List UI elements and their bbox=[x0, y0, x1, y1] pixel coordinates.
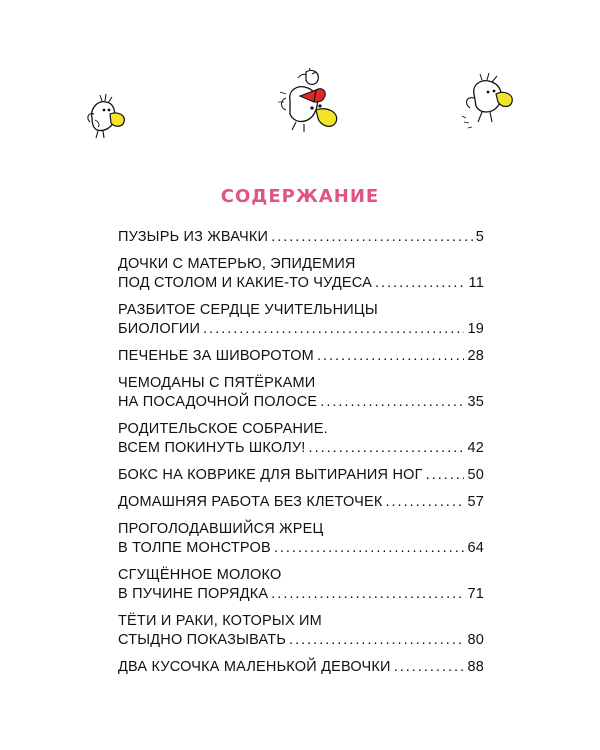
toc-entry-title-line: БИОЛОГИИ bbox=[118, 321, 201, 337]
table-of-contents bbox=[118, 228, 484, 685]
dot-leader bbox=[386, 493, 465, 512]
toc-entry-title-line: В ПУЧИНЕ ПОРЯДКА bbox=[118, 586, 269, 602]
toc-entry-title-line: ЧЕМОДАНЫ С ПЯТЁРКАМИ bbox=[118, 375, 316, 391]
bird-illustration-left bbox=[84, 92, 132, 140]
toc-page-number: 42 bbox=[467, 440, 484, 456]
toc-entry-row bbox=[118, 466, 484, 485]
toc-entry[interactable] bbox=[118, 420, 484, 458]
toc-entry-row bbox=[118, 585, 484, 604]
dot-leader bbox=[289, 631, 464, 650]
toc-entry[interactable] bbox=[118, 493, 484, 512]
toc-page-number: 71 bbox=[467, 586, 484, 602]
toc-entry-title-line: ПОД СТОЛОМ И КАКИЕ-ТО ЧУДЕСА bbox=[118, 275, 373, 291]
toc-entry-row bbox=[118, 320, 484, 339]
toc-entry-title-line: РАЗБИТОЕ СЕРДЦЕ УЧИТЕЛЬНИЦЫ bbox=[118, 302, 378, 318]
toc-entry-row bbox=[118, 393, 484, 412]
dot-leader bbox=[320, 393, 464, 412]
toc-page-number: 64 bbox=[467, 540, 484, 556]
toc-entry-title-line: ПЕЧЕНЬЕ ЗА ШИВОРОТОМ bbox=[118, 348, 314, 364]
dot-leader bbox=[274, 539, 465, 558]
toc-page-number: 19 bbox=[467, 321, 484, 337]
dot-leader bbox=[394, 658, 465, 677]
toc-entry-row bbox=[118, 658, 484, 677]
toc-entry-title-line: СТЫДНО ПОКАЗЫВАТЬ bbox=[118, 632, 287, 648]
toc-entry[interactable] bbox=[118, 228, 484, 247]
toc-entry-title-line: ДОЧКИ С МАТЕРЬЮ, ЭПИДЕМИЯ bbox=[118, 256, 356, 272]
dot-leader bbox=[271, 228, 473, 247]
toc-page-number: 11 bbox=[468, 275, 484, 291]
dot-leader bbox=[309, 439, 465, 458]
toc-entry[interactable] bbox=[118, 466, 484, 485]
toc-entry-row bbox=[118, 228, 484, 247]
toc-entry-row bbox=[118, 274, 484, 293]
toc-entry-row bbox=[118, 539, 484, 558]
toc-entry[interactable] bbox=[118, 301, 484, 339]
page-title: СОДЕРЖАНИЕ bbox=[220, 186, 380, 207]
toc-page-number: 5 bbox=[475, 229, 484, 245]
toc-entry-row bbox=[118, 347, 484, 366]
toc-page-number: 35 bbox=[467, 394, 484, 410]
toc-entry-row bbox=[118, 439, 484, 458]
toc-entry[interactable] bbox=[118, 255, 484, 293]
toc-entry-title-line: СГУЩЁННОЕ МОЛОКО bbox=[118, 567, 282, 583]
toc-entry-title-line: ДВА КУСОЧКА МАЛЕНЬКОЙ ДЕВОЧКИ bbox=[118, 659, 391, 675]
dot-leader bbox=[375, 274, 466, 293]
toc-entry[interactable] bbox=[118, 347, 484, 366]
toc-entry-row bbox=[118, 493, 484, 512]
toc-page-number: 88 bbox=[467, 659, 484, 675]
dot-leader bbox=[271, 585, 464, 604]
toc-entry[interactable] bbox=[118, 520, 484, 558]
toc-entry-title-line: ПРОГОЛОДАВШИЙСЯ ЖРЕЦ bbox=[118, 521, 324, 537]
toc-page-number: 80 bbox=[467, 632, 484, 648]
toc-entry-title-line: В ТОЛПЕ МОНСТРОВ bbox=[118, 540, 271, 556]
toc-entry[interactable] bbox=[118, 612, 484, 650]
bird-illustration-right bbox=[460, 72, 524, 132]
toc-entry-row bbox=[118, 631, 484, 650]
toc-entry-title-line: РОДИТЕЛЬСКОЕ СОБРАНИЕ. bbox=[118, 421, 328, 437]
toc-page-number: 57 bbox=[467, 494, 484, 510]
toc-entry-title-line: ПУЗЫРЬ ИЗ ЖВАЧКИ bbox=[118, 229, 269, 245]
toc-entry-title-line: БОКС НА КОВРИКЕ ДЛЯ ВЫТИРАНИЯ НОГ bbox=[118, 467, 423, 483]
toc-entry[interactable] bbox=[118, 658, 484, 677]
toc-page-number: 28 bbox=[467, 348, 484, 364]
dot-leader bbox=[317, 347, 465, 366]
toc-entry-title-line: НА ПОСАДОЧНОЙ ПОЛОСЕ bbox=[118, 394, 318, 410]
toc-entry[interactable] bbox=[118, 566, 484, 604]
dot-leader bbox=[203, 320, 464, 339]
toc-entry-title-line: ВСЕМ ПОКИНУТЬ ШКОЛУ! bbox=[118, 440, 306, 456]
bird-illustration-center bbox=[276, 68, 348, 136]
dot-leader bbox=[426, 466, 465, 485]
toc-entry[interactable] bbox=[118, 374, 484, 412]
toc-page-number: 50 bbox=[467, 467, 484, 483]
toc-entry-title-line: ТЁТИ И РАКИ, КОТОРЫХ ИМ bbox=[118, 613, 322, 629]
toc-entry-title-line: ДОМАШНЯЯ РАБОТА БЕЗ КЛЕТОЧЕК bbox=[118, 494, 383, 510]
